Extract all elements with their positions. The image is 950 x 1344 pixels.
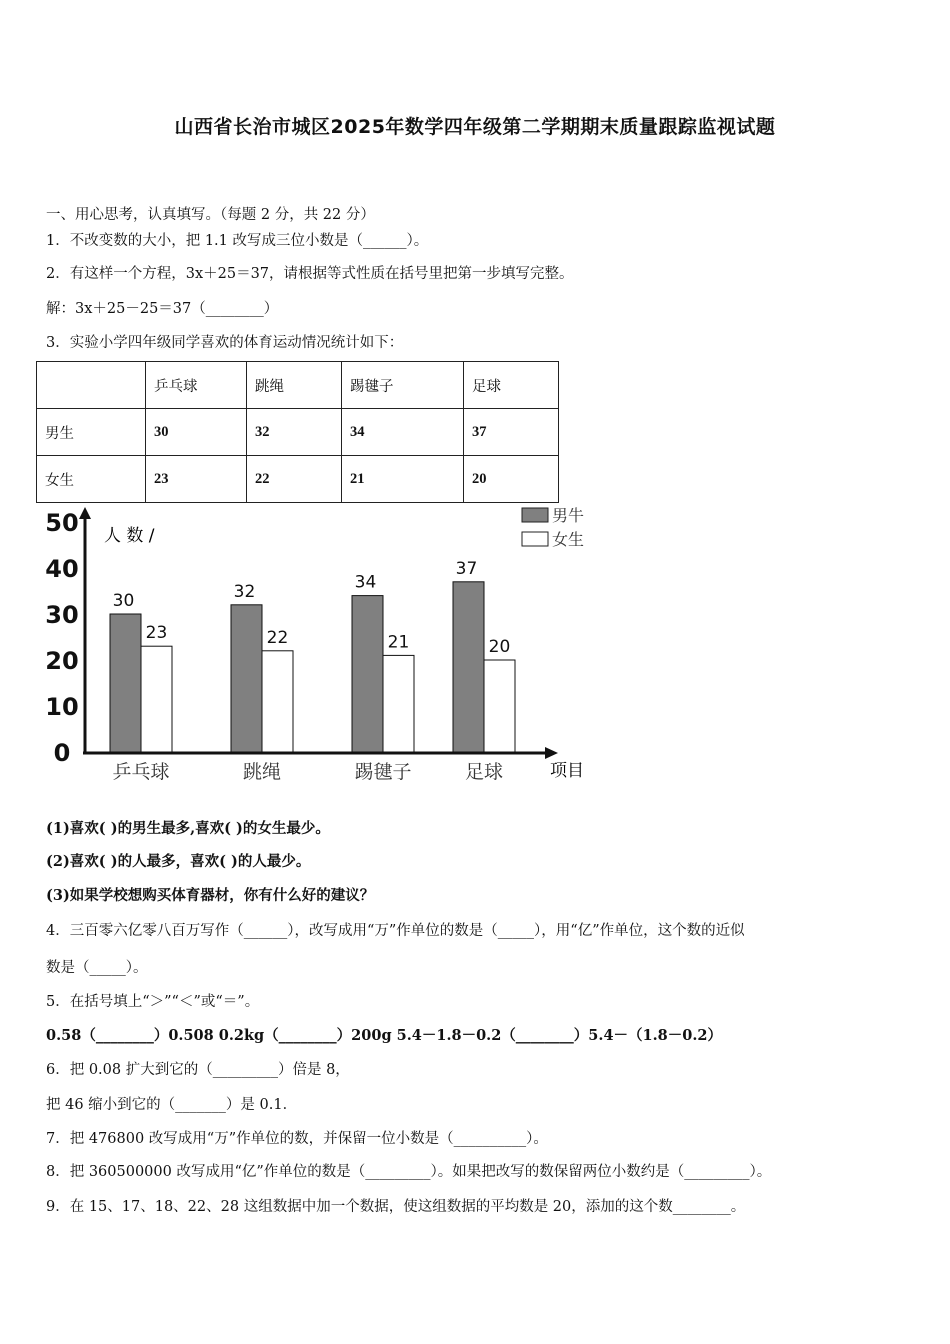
bar-male xyxy=(352,596,383,752)
x-axis-label: 项目 xyxy=(550,761,584,781)
table-header-cell: 踢毽子 xyxy=(342,362,464,409)
stats-table xyxy=(36,361,559,503)
question-3-part-3: (3)如果学校想购买体育器材，你有什么好的建议？ xyxy=(46,887,375,904)
table-cell: 32 xyxy=(247,409,342,456)
table-row xyxy=(37,409,559,456)
table-header-cell: 足球 xyxy=(464,362,559,409)
y-tick-label: 40 xyxy=(45,555,79,583)
bar-value-label: 34 xyxy=(354,572,377,593)
x-category-label: 踢毽子 xyxy=(354,761,412,783)
question-3-part-1: (1)喜欢( )的男生最多,喜欢( )的女生最少。 xyxy=(46,820,330,837)
bar-female xyxy=(484,660,515,752)
x-category-label: 足球 xyxy=(464,761,504,783)
question-5-items: 0.58（________）0.508 0.2kg（________）200g 5.4－1.8－0.2（________）5.4－（1.8－0.2） xyxy=(46,1027,722,1044)
question-3-part-2: (2)喜欢( )的人最多，喜欢( )的人最少。 xyxy=(46,853,311,870)
bar-value-label: 21 xyxy=(387,632,410,653)
table-row xyxy=(37,456,559,503)
y-axis-arrow xyxy=(79,507,91,519)
bar-value-label: 22 xyxy=(266,627,289,648)
bar-male xyxy=(453,582,484,752)
bar-value-label: 23 xyxy=(145,623,168,644)
y-tick-label: 10 xyxy=(45,693,79,721)
x-axis-arrow xyxy=(545,747,558,759)
legend-label-female: 女生 xyxy=(552,530,585,549)
table-header-row xyxy=(37,362,559,409)
y-tick-label: 50 xyxy=(45,509,79,537)
y-axis-label: 人 数 / xyxy=(104,526,155,546)
question-9: 9．在 15、17、18、22、28 这组数据中加一个数据，使这组数据的平均数是 20，添加的这个数________。 xyxy=(46,1199,746,1215)
bar-male xyxy=(110,614,141,752)
bar-male xyxy=(231,605,262,752)
table-cell: 20 xyxy=(464,456,559,503)
bar-value-label: 37 xyxy=(455,558,478,579)
legend-swatch-female xyxy=(522,532,548,546)
question-4: 4．三百零六亿零八百万写作（______），改写成用“万”作单位的数是（_____），用“亿”作单位，这个数的近似 xyxy=(46,923,745,939)
bar-female xyxy=(383,655,414,752)
page-title: 山西省长治市城区2025年数学四年级第二学期期末质量跟踪监视试题 xyxy=(174,116,776,138)
bar-value-label: 32 xyxy=(233,581,256,602)
y-tick-label: 20 xyxy=(45,647,79,675)
table-header-cell: 乒乓球 xyxy=(146,362,247,409)
table-row-label: 男生 xyxy=(37,409,146,456)
table-cell: 21 xyxy=(342,456,464,503)
section-heading: 一、用心思考，认真填写。（每题 2 分，共 22 分） xyxy=(46,207,375,223)
question-4-continued: 数是（_____）。 xyxy=(46,960,148,976)
legend-label-male: 男牛 xyxy=(552,506,585,525)
question-5: 5．在括号填上“＞”“＜”或“＝”。 xyxy=(46,994,260,1010)
question-8: 8．把 360500000 改写成用“亿”作单位的数是（_________）。如果把改写的数保留两位小数约是（_________）。 xyxy=(46,1164,772,1180)
question-2-solution: 解：3x＋25－25＝37（________） xyxy=(46,301,279,317)
table-cell: 23 xyxy=(146,456,247,503)
table-cell xyxy=(37,362,146,409)
question-6: 6．把 0.08 扩大到它的（_________）倍是 8， xyxy=(46,1062,350,1078)
question-2: 2．有这样一个方程，3x＋25＝37，请根据等式性质在括号里把第一步填写完整。 xyxy=(46,266,574,282)
legend-swatch-male xyxy=(522,508,548,522)
table-cell: 34 xyxy=(342,409,464,456)
question-6-continued: 把 46 缩小到它的（_______）是 0.1． xyxy=(46,1097,298,1113)
table-header-cell: 跳绳 xyxy=(247,362,342,409)
bar-value-label: 20 xyxy=(488,637,511,657)
question-1: 1．不改变数的大小，把 1.1 改写成三位小数是（______）。 xyxy=(46,233,429,249)
bar-female xyxy=(262,651,293,752)
question-3: 3．实验小学四年级同学喜欢的体育运动情况统计如下： xyxy=(46,335,404,351)
question-7: 7．把 476800 改写成用“万”作单位的数，并保留一位小数是（__________）。 xyxy=(46,1131,548,1147)
table-cell: 30 xyxy=(146,409,247,456)
table-cell: 22 xyxy=(247,456,342,503)
x-category-label: 乒乓球 xyxy=(112,761,170,783)
y-tick-label: 30 xyxy=(45,601,79,629)
y-tick-label: 0 xyxy=(53,739,71,767)
table-cell: 37 xyxy=(464,409,559,456)
x-category-label: 跳绳 xyxy=(242,761,282,783)
bar-female xyxy=(141,646,172,752)
bar-chart xyxy=(30,505,600,790)
table-row-label: 女生 xyxy=(37,456,146,503)
bar-value-label: 30 xyxy=(112,591,135,611)
